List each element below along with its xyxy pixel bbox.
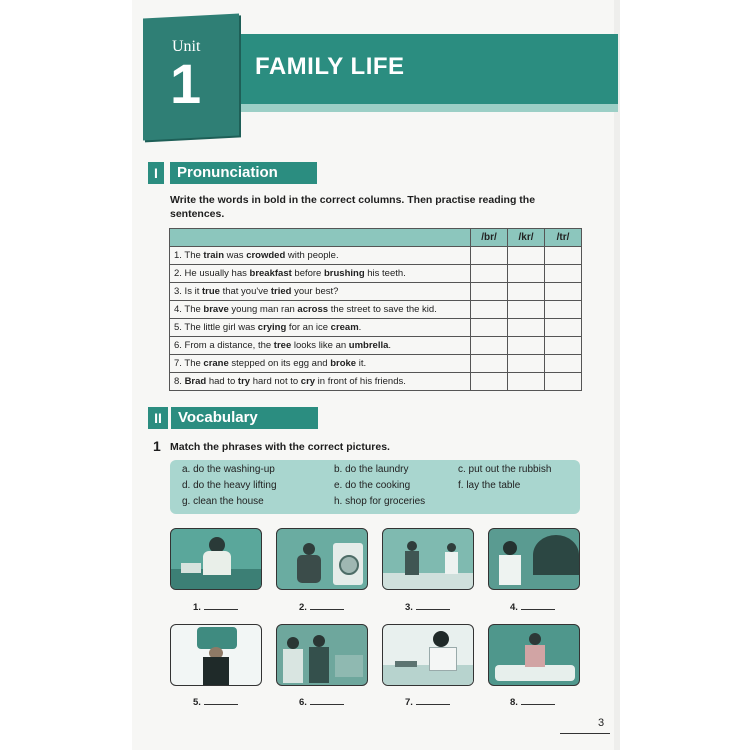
table-header-kr: /kr/ xyxy=(508,229,545,247)
bold-word: cry xyxy=(300,376,316,387)
phrase-option: h. shop for groceries xyxy=(334,496,426,507)
exercise-number: 1 xyxy=(153,438,161,454)
answer-cell[interactable] xyxy=(508,301,545,319)
sentence-text: in front of his friends. xyxy=(315,376,406,387)
laundry-photo xyxy=(276,528,368,590)
sentence-text: 3. Is it xyxy=(174,286,202,297)
sentence-text: that you've xyxy=(219,286,271,297)
answer-cell[interactable] xyxy=(508,319,545,337)
sentence-cell xyxy=(170,265,471,283)
answer-cell[interactable] xyxy=(508,337,545,355)
answer-blank-6[interactable] xyxy=(299,696,344,708)
answer-label: 8. xyxy=(510,697,518,708)
answer-cell[interactable] xyxy=(545,355,582,373)
table-header xyxy=(170,229,471,247)
answer-cell[interactable] xyxy=(471,319,508,337)
sentence-cell xyxy=(170,373,471,391)
sentence-text: 5. The little girl was xyxy=(174,322,258,333)
answer-blank-1[interactable] xyxy=(193,601,238,613)
answer-blank-2[interactable] xyxy=(299,601,344,613)
table-header-tr: /tr/ xyxy=(545,229,582,247)
sentence-text: the street to save the kid. xyxy=(328,304,437,315)
table-row xyxy=(170,265,582,283)
heavy-lifting-photo xyxy=(170,624,262,686)
answer-label: 1. xyxy=(193,602,201,613)
sentence-cell xyxy=(170,319,471,337)
phrase-option: b. do the laundry xyxy=(334,464,409,475)
sentence-cell xyxy=(170,337,471,355)
sentence-text: was xyxy=(224,250,247,261)
pronunciation-table xyxy=(169,228,582,391)
answer-cell[interactable] xyxy=(471,355,508,373)
bold-word: train xyxy=(203,250,224,261)
phrase-option: f. lay the table xyxy=(458,480,521,491)
answer-label: 2. xyxy=(299,602,307,613)
answer-cell[interactable] xyxy=(545,373,582,391)
answer-cell[interactable] xyxy=(471,337,508,355)
answer-blank-5[interactable] xyxy=(193,696,238,708)
cleaning-photo xyxy=(382,528,474,590)
answer-label: 7. xyxy=(405,697,413,708)
answer-cell[interactable] xyxy=(471,301,508,319)
sentence-text: young man ran xyxy=(228,304,298,315)
answer-blank-3[interactable] xyxy=(405,601,450,613)
bold-word: broke xyxy=(330,358,357,369)
vocabulary-instruction: Match the phrases with the correct pictures. xyxy=(170,441,390,453)
table-row xyxy=(170,373,582,391)
answer-cell[interactable] xyxy=(508,355,545,373)
sentence-text: stepped on its egg and xyxy=(228,358,331,369)
sentence-text: for an ice xyxy=(286,322,331,333)
answer-blank-8[interactable] xyxy=(510,696,555,708)
answer-cell[interactable] xyxy=(508,283,545,301)
answer-cell[interactable] xyxy=(545,337,582,355)
answer-cell[interactable] xyxy=(471,265,508,283)
bold-word: brave xyxy=(203,304,229,315)
sentence-cell xyxy=(170,301,471,319)
bold-word: across xyxy=(297,304,329,315)
table-row xyxy=(170,283,582,301)
answer-cell[interactable] xyxy=(471,247,508,265)
bold-word: umbrella xyxy=(348,340,389,351)
answer-label: 5. xyxy=(193,697,201,708)
bold-word: crane xyxy=(203,358,229,369)
sentence-text: with people. xyxy=(285,250,339,261)
answer-cell[interactable] xyxy=(508,247,545,265)
unit-label: Unit xyxy=(172,38,201,55)
table-row xyxy=(170,319,582,337)
pronunciation-instruction: Write the words in bold in the correct columns. Then practise reading the sentences. xyxy=(170,194,536,220)
phrase-option: a. do the washing-up xyxy=(182,464,275,475)
table-row xyxy=(170,355,582,373)
page-number-rule xyxy=(560,733,610,734)
washing-up-photo xyxy=(170,528,262,590)
answer-cell[interactable] xyxy=(545,283,582,301)
sentence-text: 7. The xyxy=(174,358,204,369)
sentence-cell xyxy=(170,247,471,265)
answer-cell[interactable] xyxy=(508,265,545,283)
sentence-text: 4. The xyxy=(174,304,204,315)
header-band-stripe xyxy=(232,104,618,112)
rubbish-photo xyxy=(488,528,580,590)
answer-cell[interactable] xyxy=(471,283,508,301)
answer-label: 4. xyxy=(510,602,518,613)
answer-label: 3. xyxy=(405,602,413,613)
page-number: 3 xyxy=(598,717,605,729)
table-header-br: /br/ xyxy=(471,229,508,247)
answer-blank-7[interactable] xyxy=(405,696,450,708)
answer-cell[interactable] xyxy=(545,247,582,265)
sentence-text: had to xyxy=(206,376,238,387)
table-row xyxy=(170,301,582,319)
sentence-text: looks like an xyxy=(291,340,349,351)
answer-label: 6. xyxy=(299,697,307,708)
bold-word: cream xyxy=(330,322,359,333)
bold-word: breakfast xyxy=(249,268,292,279)
bold-word: brushing xyxy=(323,268,365,279)
bold-word: tried xyxy=(270,286,292,297)
bold-word: crying xyxy=(257,322,287,333)
section-number-pronunciation: I xyxy=(148,162,164,184)
table-row xyxy=(170,247,582,265)
bold-word: tree xyxy=(273,340,292,351)
sentence-text: 1. The xyxy=(174,250,204,261)
answer-blank-4[interactable] xyxy=(510,601,555,613)
cooking-photo xyxy=(382,624,474,686)
sentence-text: your best? xyxy=(291,286,339,297)
section-heading-pronunciation: Pronunciation xyxy=(170,162,317,184)
answer-cell[interactable] xyxy=(508,373,545,391)
sentence-text: before xyxy=(291,268,324,279)
page-edge xyxy=(614,0,620,750)
lay-table-photo xyxy=(488,624,580,686)
sentence-text: his teeth. xyxy=(364,268,406,279)
sentence-text: 6. From a distance, the xyxy=(174,340,274,351)
sentence-text: . xyxy=(388,340,392,351)
unit-number: 1 xyxy=(170,52,202,115)
sentence-text: 8. xyxy=(174,376,185,387)
sentence-text: it. xyxy=(356,358,367,369)
answer-cell[interactable] xyxy=(545,265,582,283)
bold-word: Brad xyxy=(184,376,207,387)
bold-word: true xyxy=(201,286,220,297)
table-row xyxy=(170,337,582,355)
sentence-cell xyxy=(170,283,471,301)
sentence-text: hard not to xyxy=(250,376,301,387)
answer-cell[interactable] xyxy=(545,319,582,337)
bold-word: try xyxy=(237,376,251,387)
groceries-photo xyxy=(276,624,368,686)
bold-word: crowded xyxy=(246,250,286,261)
sentence-text: 2. He usually has xyxy=(174,268,250,279)
phrase-option: c. put out the rubbish xyxy=(458,464,552,475)
phrase-option: g. clean the house xyxy=(182,496,264,507)
sentence-cell xyxy=(170,355,471,373)
answer-cell[interactable] xyxy=(471,373,508,391)
answer-cell[interactable] xyxy=(545,301,582,319)
section-number-vocabulary: II xyxy=(148,407,168,429)
phrase-option: d. do the heavy lifting xyxy=(182,480,277,491)
section-heading-vocabulary: Vocabulary xyxy=(171,407,318,429)
unit-title: FAMILY LIFE xyxy=(255,53,405,80)
sentence-text: . xyxy=(358,322,362,333)
phrase-option: e. do the cooking xyxy=(334,480,411,491)
